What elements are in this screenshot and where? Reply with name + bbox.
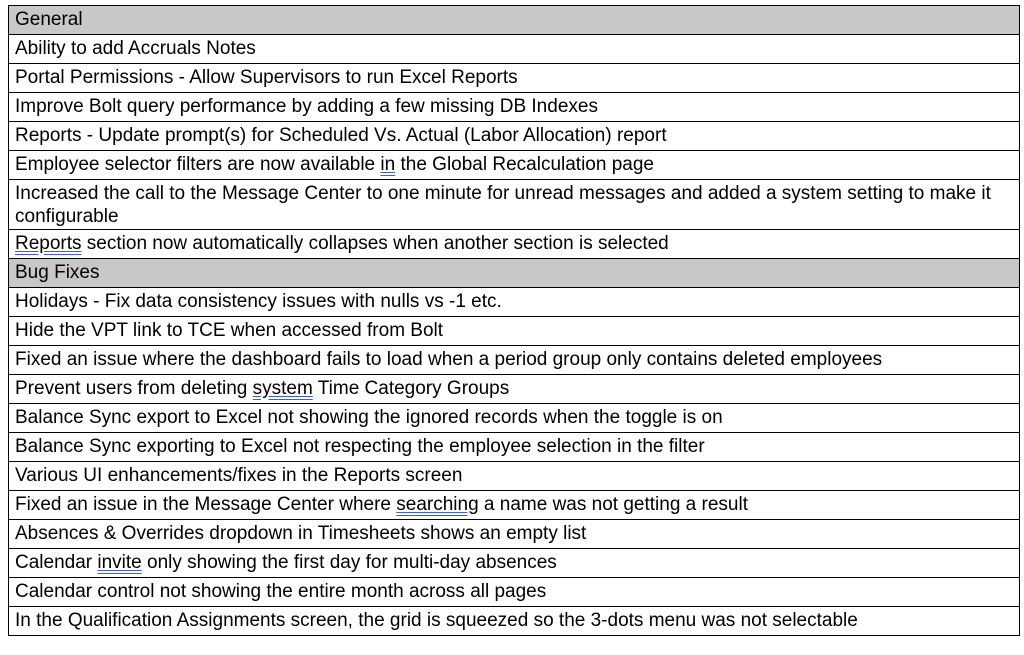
item-text bbox=[9, 151, 1020, 180]
item-text: Portal Permissions - Allow Supervisors to run Excel Reports bbox=[9, 64, 1020, 93]
section-title: Bug Fixes bbox=[9, 259, 1020, 288]
item-text-post: section now automatically collapses when another section is selected bbox=[81, 233, 669, 254]
release-notes-table bbox=[8, 5, 1020, 636]
item-text: Holidays - Fix data consistency issues with nulls vs -1 etc. bbox=[9, 288, 1020, 317]
table-row bbox=[9, 491, 1020, 520]
table-row bbox=[9, 404, 1020, 433]
item-text bbox=[9, 375, 1020, 404]
spellcheck-marked-word: in bbox=[380, 154, 396, 175]
item-text-post: the Global Recalculation page bbox=[395, 154, 654, 175]
table-row bbox=[9, 578, 1020, 607]
item-text bbox=[9, 230, 1020, 259]
table-row bbox=[9, 64, 1020, 93]
item-text: In the Qualification Assignments screen, the grid is squeezed so the 3-dots menu was not selectable bbox=[9, 607, 1020, 636]
table-row bbox=[9, 288, 1020, 317]
section-header-bug-fixes bbox=[9, 259, 1020, 288]
table-row bbox=[9, 462, 1020, 491]
item-text bbox=[9, 491, 1020, 520]
item-text-pre: Employee selector filters are now available bbox=[15, 154, 381, 175]
item-text: Ability to add Accruals Notes bbox=[9, 35, 1020, 64]
item-text: Absences & Overrides dropdown in Timesheets shows an empty list bbox=[9, 520, 1020, 549]
table-row bbox=[9, 433, 1020, 462]
table-row bbox=[9, 607, 1020, 636]
table-row bbox=[9, 35, 1020, 64]
table-row bbox=[9, 122, 1020, 151]
item-text: Reports - Update prompt(s) for Scheduled Vs. Actual (Labor Allocation) report bbox=[9, 122, 1020, 151]
table-row bbox=[9, 520, 1020, 549]
item-text: Improve Bolt query performance by adding a few missing DB Indexes bbox=[9, 93, 1020, 122]
table-row bbox=[9, 151, 1020, 180]
section-title: General bbox=[9, 6, 1020, 35]
spellcheck-marked-word: system bbox=[252, 378, 313, 399]
item-text-post: only showing the first day for multi-day absences bbox=[141, 552, 557, 573]
item-text-post: Time Category Groups bbox=[312, 378, 510, 399]
spellcheck-marked-word: invite bbox=[97, 552, 142, 573]
table-row bbox=[9, 375, 1020, 404]
spellcheck-marked-word: searching bbox=[396, 494, 479, 515]
item-text: Balance Sync export to Excel not showing the ignored records when the toggle is on bbox=[9, 404, 1020, 433]
item-text: Various UI enhancements/fixes in the Reports screen bbox=[9, 462, 1020, 491]
table-row bbox=[9, 230, 1020, 259]
table-row bbox=[9, 549, 1020, 578]
item-text-pre: Fixed an issue in the Message Center where bbox=[15, 494, 397, 515]
table-row bbox=[9, 346, 1020, 375]
table-row bbox=[9, 317, 1020, 346]
spellcheck-marked-word: Reports bbox=[15, 233, 82, 254]
item-text: Fixed an issue where the dashboard fails to load when a period group only contains deleted employees bbox=[9, 346, 1020, 375]
item-text: Increased the call to the Message Center to one minute for unread messages and added a system setting to make it configurable bbox=[9, 180, 1020, 230]
item-text bbox=[9, 549, 1020, 578]
item-text-pre: Calendar bbox=[15, 552, 98, 573]
table-row bbox=[9, 93, 1020, 122]
item-text: Calendar control not showing the entire month across all pages bbox=[9, 578, 1020, 607]
item-text: Hide the VPT link to TCE when accessed from Bolt bbox=[9, 317, 1020, 346]
item-text: Balance Sync exporting to Excel not respecting the employee selection in the filter bbox=[9, 433, 1020, 462]
item-text-post: a name was not getting a result bbox=[478, 494, 748, 515]
item-text-pre: Prevent users from deleting bbox=[15, 378, 253, 399]
table-row bbox=[9, 180, 1020, 230]
section-header-general bbox=[9, 6, 1020, 35]
